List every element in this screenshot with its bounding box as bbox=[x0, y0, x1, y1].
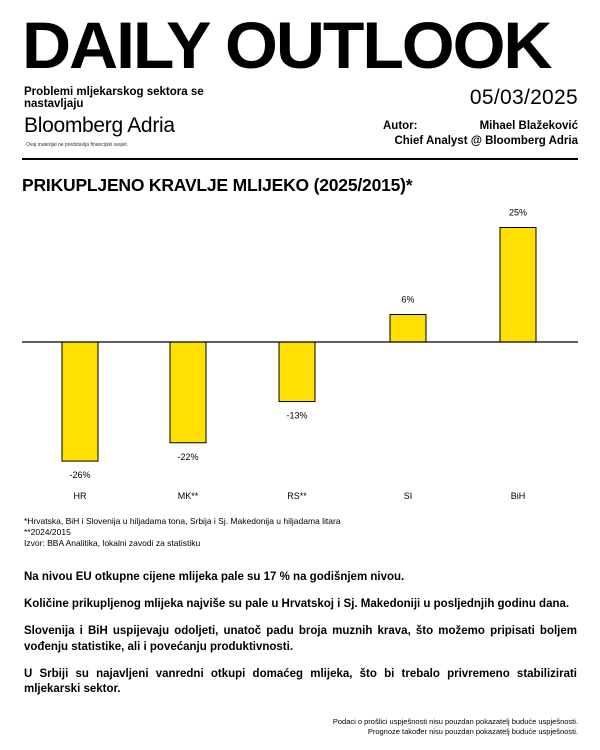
data-label: 6% bbox=[401, 294, 415, 305]
bar bbox=[170, 342, 206, 443]
note-source: Izvor: BBA Analitika, lokalni zavodi za statistiku bbox=[24, 538, 201, 549]
brand-logo: Bloomberg Adria bbox=[24, 114, 175, 137]
masthead: DAILY OUTLOOK bbox=[22, 8, 551, 82]
category-label: HR bbox=[73, 491, 87, 501]
commentary-paragraph: U Srbiji su najavljeni vanredni otkupi domaćeg mlijeka, što bi trebalo privremeno stabilizirati mljekarski sektor. bbox=[24, 667, 577, 695]
category-label: SI bbox=[403, 491, 413, 501]
chart-notes bbox=[24, 516, 341, 549]
commentary-paragraph: Na nivou EU otkupne cijene mlijeka pale su 17 % na godišnjem nivou. bbox=[24, 571, 405, 583]
commentary bbox=[24, 570, 577, 709]
footer-line: Podaci o prošlici uspješnosti nisu pouzdan pokazatelj buduće uspješnosti. bbox=[332, 717, 578, 726]
author-name: Mihael Blažeković bbox=[479, 120, 578, 132]
bar bbox=[279, 342, 315, 402]
report-date: 05/03/2025 bbox=[469, 86, 578, 109]
commentary-paragraph: Količine prikupljenog mlijeka najviše su pale u Hrvatskoj i Sj. Makedoniji u posljednjih godinu dana. bbox=[24, 598, 570, 611]
data-label: -22% bbox=[177, 451, 199, 462]
data-label: -13% bbox=[286, 410, 308, 421]
footer-line: Prognoze također nisu pouzdan pokazatelj buduće uspješnosti. bbox=[367, 726, 578, 736]
header-divider bbox=[22, 158, 578, 160]
note-line: **2024/2015 bbox=[24, 527, 71, 538]
commentary-paragraph: Slovenija i BiH uspijevaju odoljeti, unatoč padu broja muznih krava, što možemo pripisati boljem vođenju statistike, ali i povećanju produktivnosti. bbox=[24, 625, 577, 653]
footer-disclaimer bbox=[333, 717, 578, 737]
report-subtitle: Problemi mljekarskog sektora se nastavljaju bbox=[24, 86, 204, 111]
category-label: MK** bbox=[177, 491, 199, 501]
data-label: -26% bbox=[69, 470, 91, 481]
bar bbox=[62, 342, 98, 461]
disclaimer-note: Ovaj materijal ne predstavlja financijski savjet. bbox=[26, 142, 128, 148]
bar bbox=[390, 315, 426, 342]
bar bbox=[500, 228, 536, 343]
author-label: Autor: bbox=[383, 120, 418, 132]
author-role: Chief Analyst @ Bloomberg Adria bbox=[394, 135, 578, 147]
category-label: RS** bbox=[287, 491, 307, 501]
category-label: BiH bbox=[510, 491, 526, 501]
data-label: 25% bbox=[508, 207, 528, 218]
chart-title: PRIKUPLJENO KRAVLJE MLIJEKO (2025/2015)* bbox=[22, 175, 413, 195]
note-line: *Hrvatska, BiH i Slovenija u hiljadama tona, Srbija i Sj. Makedonija u hiljadama litara bbox=[24, 516, 341, 526]
